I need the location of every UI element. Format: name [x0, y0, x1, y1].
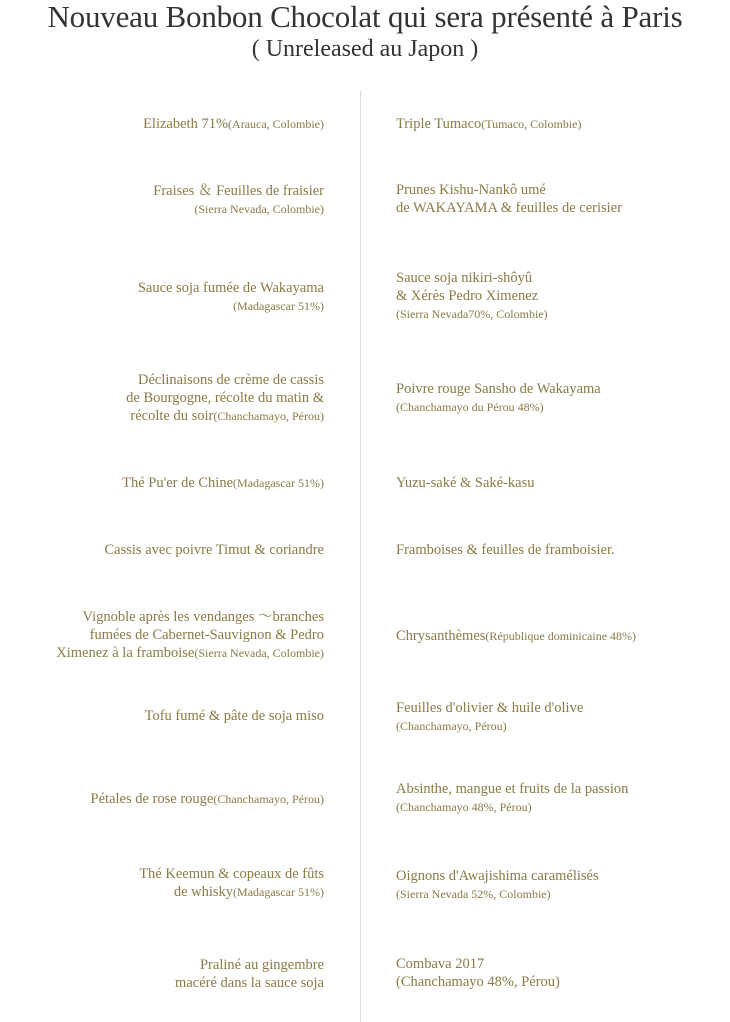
item-line	[0, 389, 324, 407]
item-text: Elizabeth 71%	[143, 116, 229, 132]
item-line	[0, 474, 324, 492]
item-origin-note: (Sierra Nevada, Colombie)	[194, 646, 324, 660]
item-text: Praliné au gingembre	[199, 957, 324, 973]
left-menu-item	[0, 182, 324, 218]
item-text: Déclinaisons de crème de cassis	[137, 372, 324, 388]
item-text: Combava 2017	[396, 956, 485, 972]
item-line	[0, 956, 324, 974]
left-menu-item	[0, 371, 324, 425]
item-text: (Chanchamayo 48%, Pérou)	[396, 974, 560, 990]
item-line	[0, 865, 324, 883]
item-line	[396, 627, 730, 645]
page-subtitle: ( Unreleased au Japon )	[251, 36, 479, 62]
right-menu-item	[396, 115, 730, 133]
item-line	[396, 287, 730, 305]
item-text: Prunes Kishu-Nankô umé	[396, 182, 546, 198]
right-menu-item	[396, 699, 730, 735]
right-menu-item	[396, 627, 730, 645]
item-line	[396, 474, 730, 492]
item-line	[0, 407, 324, 425]
item-line	[0, 707, 324, 725]
item-text: Sauce soja fumée de Wakayama	[137, 280, 324, 296]
left-menu-item	[0, 707, 324, 725]
item-origin-note: (Madagascar 51%)	[233, 885, 324, 899]
item-line	[0, 371, 324, 389]
item-line	[396, 955, 730, 973]
left-menu-item	[0, 956, 324, 992]
item-text: Fraises ＆ Feuilles de fraisier	[153, 183, 324, 199]
item-text: Sauce soja nikiri-shôyû	[396, 270, 533, 286]
item-text: Cassis avec poivre Timut & coriandre	[104, 542, 324, 558]
item-line	[0, 541, 324, 559]
right-menu-item	[396, 955, 730, 991]
item-line	[396, 717, 730, 735]
item-origin-note: (Sierra Nevada, Colombie)	[194, 202, 324, 216]
item-line	[396, 699, 730, 717]
left-menu-item	[0, 790, 324, 808]
item-line	[396, 798, 730, 816]
item-line	[396, 885, 730, 903]
item-line	[0, 182, 324, 200]
item-line	[396, 181, 730, 199]
right-menu-item	[396, 181, 730, 217]
item-origin-note: (Sierra Nevada70%, Colombie)	[396, 307, 548, 321]
right-menu-item	[396, 474, 730, 492]
left-menu-item	[0, 865, 324, 901]
item-line	[0, 608, 324, 626]
item-text: Thé Pu'er de Chine	[122, 475, 234, 491]
item-origin-note: (Tumaco, Colombie)	[481, 117, 582, 131]
item-line	[0, 790, 324, 808]
item-line	[396, 541, 730, 559]
item-origin-note: (Chanchamayo 48%, Pérou)	[396, 800, 532, 814]
item-text: Thé Keemun & copeaux de fûts	[139, 866, 324, 882]
item-line	[0, 115, 324, 133]
item-line	[396, 380, 730, 398]
right-menu-item	[396, 867, 730, 903]
item-text: Triple Tumaco	[396, 116, 482, 132]
item-text: macéré dans la sauce soja	[175, 975, 324, 991]
item-text: de WAKAYAMA & feuilles de cerisier	[396, 200, 622, 216]
item-line	[0, 974, 324, 992]
left-menu-item	[0, 115, 324, 133]
item-text: Ximenez à la framboise	[56, 645, 195, 661]
right-menu-item	[396, 541, 730, 559]
item-text: Tofu fumé & pâte de soja miso	[144, 708, 324, 724]
item-origin-note: (Chanchamayo, Pérou)	[213, 792, 324, 806]
item-text: & Xérès Pedro Ximenez	[396, 288, 539, 304]
item-origin-note: (Chanchamayo, Pérou)	[396, 719, 507, 733]
item-line	[396, 867, 730, 885]
item-text: Feuilles d'olivier & huile d'olive	[396, 700, 584, 716]
item-line	[396, 305, 730, 323]
item-text: Poivre rouge Sansho de Wakayama	[396, 381, 601, 397]
item-text: Oignons d'Awajishima caramélisés	[396, 868, 599, 884]
item-line	[0, 200, 324, 218]
item-line	[396, 398, 730, 416]
item-text: de Bourgogne, récolte du matin &	[126, 390, 324, 406]
item-origin-note: (Sierra Nevada 52%, Colombie)	[396, 887, 551, 901]
left-menu-item	[0, 279, 324, 315]
item-line	[396, 199, 730, 217]
item-line	[0, 626, 324, 644]
item-text: récolte du soir	[130, 408, 214, 424]
item-line	[396, 269, 730, 287]
page-title: Nouveau Bonbon Chocolat qui sera présenté à Paris	[47, 0, 683, 34]
item-origin-note: (Chanchamayo, Pérou)	[213, 409, 324, 423]
left-menu-item	[0, 608, 324, 662]
column-divider	[360, 91, 361, 1022]
item-origin-note: (Madagascar 51%)	[233, 299, 324, 313]
item-line	[0, 644, 324, 662]
item-text: de whisky	[173, 884, 234, 900]
left-menu-item	[0, 474, 324, 492]
item-text: Pétales de rose rouge	[90, 791, 214, 807]
item-origin-note: (Arauca, Colombie)	[228, 117, 324, 131]
right-menu-item	[396, 269, 730, 323]
item-text: Chrysanthèmes	[396, 628, 486, 644]
item-line	[396, 780, 730, 798]
right-menu-item	[396, 780, 730, 816]
item-text: Framboises & feuilles de framboisier.	[396, 542, 615, 558]
item-line	[396, 115, 730, 133]
item-line	[396, 973, 730, 991]
item-line	[0, 279, 324, 297]
item-line	[0, 883, 324, 901]
item-line	[0, 297, 324, 315]
item-origin-note: (Madagascar 51%)	[233, 476, 324, 490]
item-origin-note: (Chanchamayo du Pérou 48%)	[396, 400, 544, 414]
item-text: Yuzu-saké & Saké-kasu	[396, 475, 535, 491]
item-origin-note: (République dominicaine 48%)	[485, 629, 637, 643]
item-text: fumées de Cabernet-Sauvignon & Pedro	[89, 627, 324, 643]
right-menu-item	[396, 380, 730, 416]
left-menu-item	[0, 541, 324, 559]
item-text: Absinthe, mangue et fruits de la passion	[396, 781, 629, 797]
item-text: Vignoble après les vendanges 〜branches	[82, 609, 324, 625]
